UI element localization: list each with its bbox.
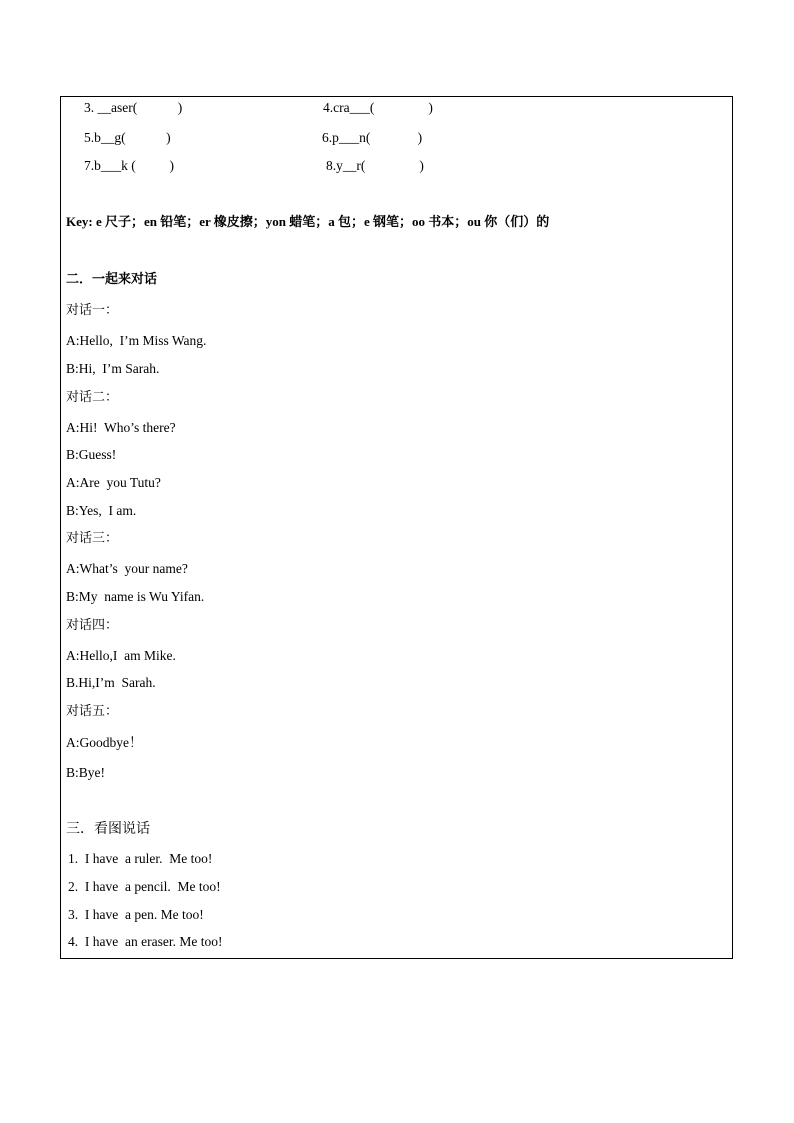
picture-talk-item: 2. I have a pencil. Me too!	[68, 879, 221, 894]
dialogue-3-title: 对话三：	[66, 531, 119, 546]
dialogue-line: B:My name is Wu Yifan.	[66, 589, 205, 604]
dialogue-line: A:Are you Tutu?	[66, 475, 161, 490]
dialogue-5-title: 对话五：	[66, 704, 119, 719]
section-2-heading: 二．一起来对话	[66, 272, 158, 287]
dialogue-line: B:Hi, I’m Sarah.	[66, 361, 160, 376]
dialogue-2-title: 对话二：	[66, 390, 119, 405]
picture-talk-item: 1. I have a ruler. Me too!	[68, 851, 213, 866]
exercise-item-7: 7.b___k ( )	[84, 158, 174, 173]
exercise-item-4: 4.cra___( )	[323, 100, 433, 115]
section-3-heading: 三．看图说话	[66, 821, 150, 837]
exercise-item-8: 8.y__r( )	[326, 158, 424, 173]
exercise-item-3: 3. __aser( )	[84, 100, 183, 115]
dialogue-line: A:Goodbye！	[66, 735, 143, 750]
dialogue-line: A:Hi! Who’s there?	[66, 420, 176, 435]
dialogue-line: A:Hello, I’m Miss Wang.	[66, 333, 207, 348]
dialogue-line: B:Bye!	[66, 765, 105, 780]
picture-talk-item: 3. I have a pen. Me too!	[68, 907, 204, 922]
dialogue-line: A:Hello,I am Mike.	[66, 648, 176, 663]
dialogue-line: A:What’s your name?	[66, 561, 188, 576]
answer-key: Key: e 尺子；en 铅笔；er 橡皮擦；yon 蜡笔；a 包；e 钢笔；oo 书本；ou 你（们）的	[66, 214, 550, 229]
dialogue-line: B:Guess!	[66, 447, 117, 462]
exercise-item-6: 6.p___n( )	[322, 130, 423, 145]
dialogue-4-title: 对话四：	[66, 618, 119, 633]
exercise-item-5: 5.b__g( )	[84, 130, 171, 145]
picture-talk-item: 4. I have an eraser. Me too!	[68, 934, 223, 949]
dialogue-1-title: 对话一：	[66, 303, 119, 318]
dialogue-line: B:Yes, I am.	[66, 503, 137, 518]
dialogue-line: B.Hi,I’m Sarah.	[66, 675, 156, 690]
